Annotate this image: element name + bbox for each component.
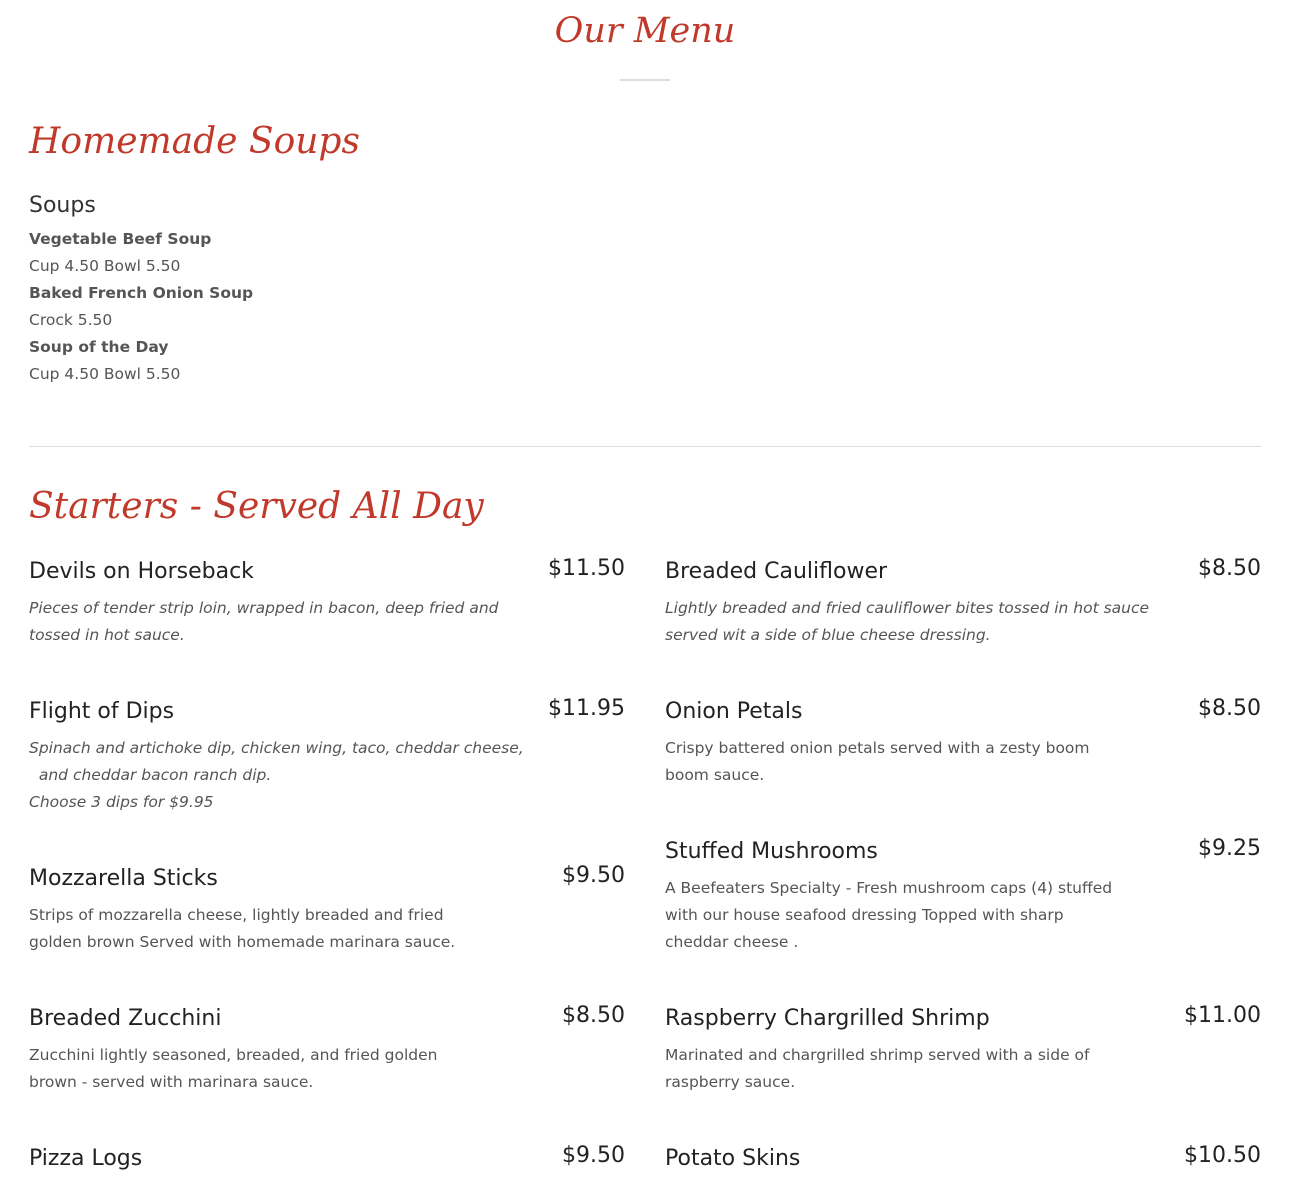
description-line: boom sauce.	[665, 766, 765, 784]
menu-item-name: Stuffed Mushrooms	[665, 839, 878, 864]
menu-item-price: $9.50	[562, 863, 625, 888]
description-line: Crispy battered onion petals served with a zesty boom	[665, 739, 1090, 757]
description-line: raspberry sauce.	[665, 1073, 796, 1091]
soup-price: Cup 4.50 Bowl 5.50	[29, 365, 181, 383]
description-line: with our house seafood dressing Topped with sharp	[665, 906, 1064, 924]
menu-item-name: Onion Petals	[665, 699, 803, 724]
menu-item-name: Mozzarella Sticks	[29, 866, 218, 891]
description-line: tossed in hot sauce.	[29, 626, 185, 644]
description-line: served wit a side of blue cheese dressing.	[665, 626, 991, 644]
soups-subtitle: Soups	[29, 193, 96, 218]
title-underline	[620, 79, 670, 81]
menu-item-price: $8.50	[1198, 556, 1261, 581]
menu-item-price: $11.95	[548, 696, 625, 721]
description-line: Strips of mozzarella cheese, lightly breaded and fried	[29, 906, 444, 924]
description-line: Pieces of tender strip loin, wrapped in bacon, deep fried and	[29, 599, 499, 617]
description-line: Marinated and chargrilled shrimp served with a side of	[665, 1046, 1090, 1064]
section-title-soups: Homemade Soups	[29, 121, 360, 162]
menu-item-name: Raspberry Chargrilled Shrimp	[665, 1006, 990, 1031]
menu-item-name: Flight of Dips	[29, 699, 175, 724]
menu-item-name: Potato Skins	[665, 1146, 801, 1171]
description-line: brown - served with marinara sauce.	[29, 1073, 314, 1091]
description-line: and cheddar bacon ranch dip.	[29, 766, 272, 784]
menu-item-description	[29, 902, 479, 956]
soup-name: Baked French Onion Soup	[29, 284, 254, 302]
menu-item-price: $8.50	[1198, 696, 1261, 721]
menu-item-description	[665, 1042, 1115, 1096]
menu-item-name: Devils on Horseback	[29, 559, 254, 584]
menu-item-price: $8.50	[562, 1003, 625, 1028]
menu-item-price: $11.00	[1184, 1003, 1261, 1028]
section-divider	[29, 446, 1261, 447]
description-line: golden brown Served with homemade marinara sauce.	[29, 933, 456, 951]
soups-list	[29, 190, 253, 388]
description-line: Choose 3 dips for $9.95	[29, 793, 214, 811]
description-line: Zucchini lightly seasoned, breaded, and fried golden	[29, 1046, 438, 1064]
description-line: Spinach and artichoke dip, chicken wing, taco, cheddar cheese,	[29, 739, 524, 757]
soup-price: Crock 5.50	[29, 311, 113, 329]
menu-item-name: Breaded Cauliflower	[665, 559, 888, 584]
menu-item-price: $9.50	[562, 1143, 625, 1168]
description-line: A Beefeaters Specialty - Fresh mushroom caps (4) stuffed	[665, 879, 1113, 897]
menu-item-price: $10.50	[1184, 1143, 1261, 1168]
soup-name: Vegetable Beef Soup	[29, 230, 212, 248]
description-line: cheddar cheese .	[665, 933, 799, 951]
menu-item-name: Breaded Zucchini	[29, 1006, 222, 1031]
description-line: Lightly breaded and fried cauliflower bites tossed in hot sauce	[665, 599, 1150, 617]
menu-item-description	[665, 595, 1150, 649]
page-title: Our Menu	[554, 11, 736, 51]
soup-name: Soup of the Day	[29, 338, 169, 356]
section-title-starters: Starters - Served All Day	[29, 486, 484, 527]
menu-item-description	[29, 1042, 479, 1096]
menu-item-name: Pizza Logs	[29, 1146, 143, 1171]
menu-item-description	[665, 735, 1115, 789]
soup-price: Cup 4.50 Bowl 5.50	[29, 257, 181, 275]
menu-item-price: $11.50	[548, 556, 625, 581]
menu-item-price: $9.25	[1198, 836, 1261, 861]
menu-item-description	[665, 875, 1115, 956]
menu-item-description	[29, 595, 499, 649]
menu-item-description	[29, 735, 524, 816]
